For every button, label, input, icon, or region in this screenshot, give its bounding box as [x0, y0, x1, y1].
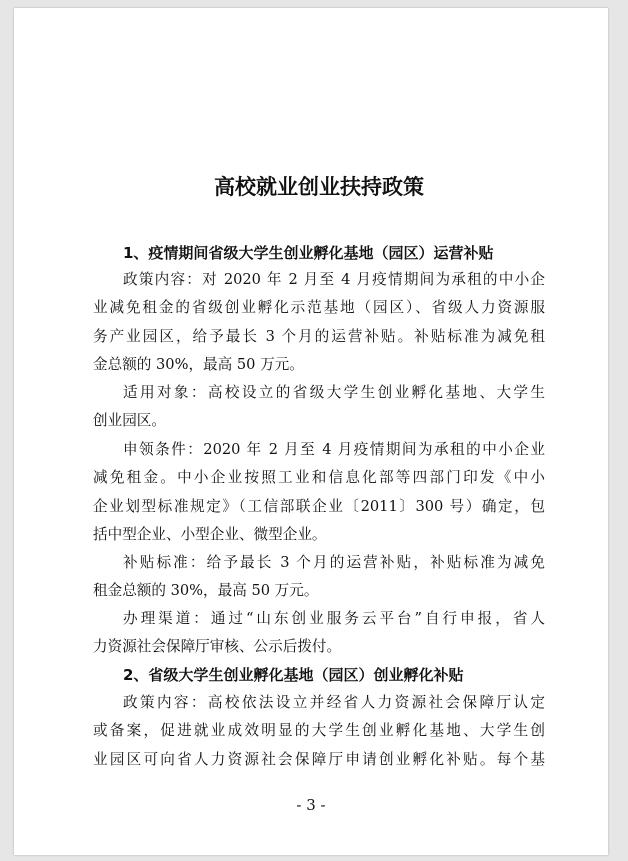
- section-1-channel-paragraph: [93, 605, 545, 662]
- text-line: 政策内容：对 2020 年 2 月至 4 月疫情期间为承租的中小企: [123, 271, 545, 288]
- text-line: 租金总额的 30%，最高 50 万元。: [93, 582, 319, 600]
- document-page: [14, 8, 608, 855]
- text-line: 括中型企业、小型企业、微型企业。: [93, 525, 327, 543]
- section-1-heading: 1、疫情期间省级大学生创业孵化基地（园区）运营补贴: [123, 244, 494, 262]
- text-line: 力资源社会保障厅审核、公示后拨付。: [93, 638, 342, 656]
- document-title: 高校就业创业扶持政策: [214, 175, 424, 199]
- text-line: 适用对象：高校设立的省级大学生创业孵化基地、大学生: [123, 384, 545, 401]
- section-1-standard-paragraph: [93, 549, 545, 606]
- text-line: 业减免租金的省级创业孵化示范基地（园区）、省级人力资源服: [93, 299, 545, 317]
- text-line: 企业划型标准规定》（工信部联企业〔2011〕300 号）确定，包: [93, 497, 545, 515]
- section-2-policy-paragraph: [93, 689, 545, 774]
- page-number: - 3 -: [296, 796, 326, 814]
- section-1-conditions-paragraph: [93, 436, 545, 549]
- section-2-heading: 2、省级大学生创业孵化基地（园区）创业孵化补贴: [123, 666, 464, 684]
- text-line: 减免租金。中小企业按照工业和信息化部等四部门印发《中小: [93, 469, 545, 487]
- text-line: 政策内容：高校依法设立并经省人力资源社会保障厅认定: [123, 694, 545, 711]
- text-line: 补贴标准：给予最长 3 个月的运营补贴，补贴标准为减免: [123, 554, 545, 571]
- text-line: 办理渠道：通过“山东创业服务云平台”自行申报，省人: [123, 610, 545, 627]
- text-line: 金总额的 30%，最高 50 万元。: [93, 355, 304, 373]
- section-1-policy-paragraph: [93, 266, 545, 379]
- text-line: 或备案，促进就业成效明显的大学生创业孵化基地、大学生创: [93, 722, 545, 740]
- text-line: 业园区可向省人力资源社会保障厅申请创业孵化补贴。每个基: [93, 750, 545, 768]
- text-line: 申领条件：2020 年 2 月至 4 月疫情期间为承租的中小企业: [123, 441, 545, 458]
- text-line: 创业园区。: [93, 412, 166, 430]
- text-line: 务产业园区，给予最长 3 个月的运营补贴。补贴标准为减免租: [93, 327, 545, 345]
- section-1-target-paragraph: [93, 379, 545, 436]
